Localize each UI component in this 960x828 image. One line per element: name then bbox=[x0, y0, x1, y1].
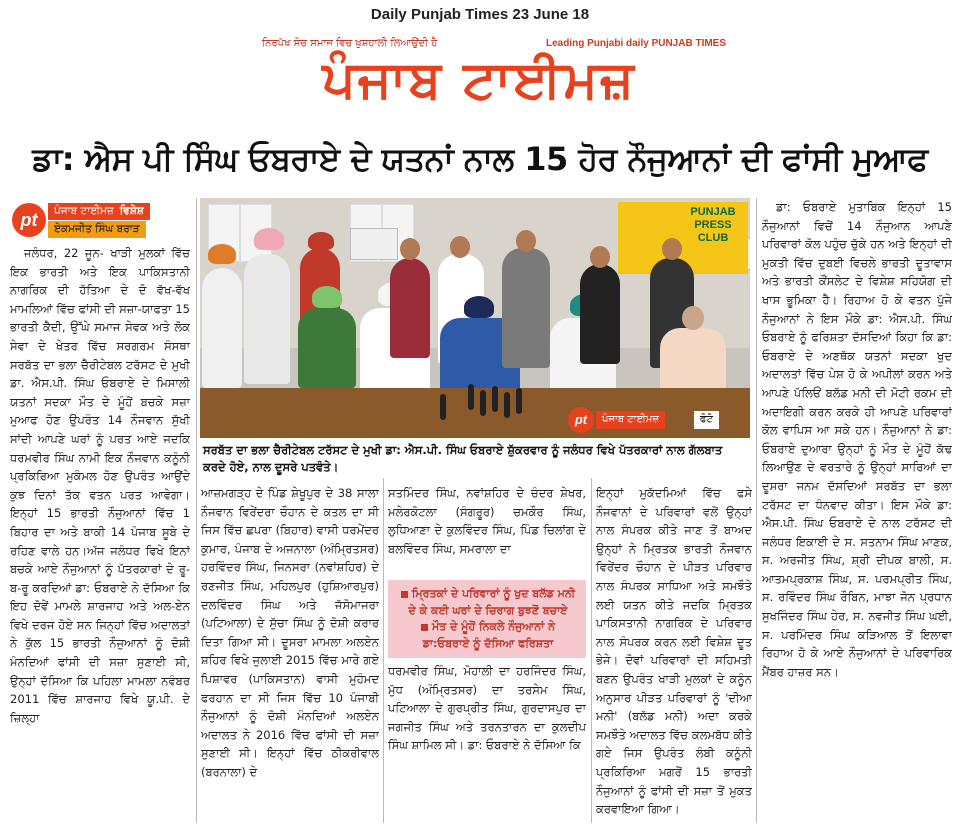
article-column-3-bottom bbox=[388, 662, 586, 824]
article-text: ਸਤਮਿੰਦਰ ਸਿੰਘ, ਨਵਾਂਸ਼ਹਿਰ ਦੇ ਚੰਦਰ ਸ਼ੇਖਰ, ਮਲੇਰਕੋਟਲਾ (ਸੰਗਰੂਰ) ਚਮਕੌਰ ਸਿੰਘ, ਲੁਧਿਆਣਾ ਦੇ ਕੁਲਵਿੰਦਰ ਸਿੰਘ, ਪਿੰਡ ਚਿਲਾਂਗ ਦੇ ਬਲਵਿੰਦਰ ਸਿੰਘ, ਸਮਰਾਲਾ ਦਾ bbox=[388, 486, 586, 556]
photo-credit-badge bbox=[568, 408, 746, 432]
bullet-square-icon bbox=[421, 624, 428, 631]
pull-quote-1: ਮ੍ਰਿਤਕਾਂ ਦੇ ਪਰਿਵਾਰਾਂ ਨੂੰ ਖੁਦ ਬਲੱਡ ਮਨੀ ਦੇ ਕੇ ਕਈ ਘਰਾਂ ਦੇ ਚਿਰਾਗ ਬੁਝਣੋਂ ਬਚਾਏ bbox=[408, 587, 576, 617]
column-divider bbox=[591, 478, 592, 823]
article-column-1 bbox=[10, 244, 190, 824]
article-column-4 bbox=[596, 484, 752, 824]
masthead-english-tagline: Leading Punjabi daily PUNJAB TIMES bbox=[546, 38, 727, 49]
article-text: ਆਜ਼ਮਗੜ੍ਹ ਦੇ ਪਿੰਡ ਸ਼ੇਖੂਪੁਰ ਦੇ 38 ਸਾਲਾ ਨੌਜਵਾਨ ਵਿਰੇਂਦਰਾ ਚੌਹਾਨ ਦੇ ਕਤਲ ਦਾ ਸੀ ਜਿਸ ਵਿੱਚ ਛਪਰਾ (ਬਿਹਾਰ) ਵਾਸੀ ਧਰਮੇਂਦਰ ਕੁਮਾਰ, ਪੰਜਾਬ ਦੇ ਅਜਨਾਲਾ (ਅੰਮ੍ਰਿਤਸਰ) ਹਰਵਿੰਦਰ ਸਿੰਘ, ਜਿਨਸਰਾ (ਨਵਾਂਸ਼ਹਿਰ) ਦੇ ਰਣਜੀਤ ਸਿੰਘ, ਮਹਿਲਪੁਰ (ਹੁਸ਼ਿਆਰਪੁਰ) ਦਲਵਿੰਦਰ ਸਿੰਘ ਅਤੇ ਜੱਸੋਮਾਜਰਾ (ਪਟਿਆਲਾ) ਦੇ ਸੁੱਚਾ ਸਿੰਘ ਨੂੰ ਦੋਸ਼ੀ ਕਰਾਰ ਦਿਤਾ ਗਿਆ ਸੀ। ਦੂਸਰਾ ਮਾਮਲਾ ਅਲਏਨ ਸ਼ਹਿਰ ਵਿਖੇ ਜੁਲਾਈ 2015 ਵਿੱਚ ਮਾਰੇ ਗਏ ਪਿਸ਼ਾਵਰ (ਪਾਕਿਸਤਾਨ) ਵਾਸੀ ਮੁਹੰਮਦ ਫਰਹਾਨ ਦਾ ਸੀ ਜਿਸ ਵਿੱਚ 10 ਪੰਜਾਬੀ ਨੌਜੁਆਨਾਂ ਨੂੰ ਦੋਸ਼ੀ ਮੰਨਦਿਆਂ ਅਲਏਨ ਅਦਾਲਤ ਨੇ 2016 ਵਿੱਚ ਫਾਂਸੀ ਦੀ ਸਜ਼ਾ ਸੁਣਾਈ ਸੀ। ਇਨ੍ਹਾਂ ਵਿੱਚ ਠੀਕਰੀਵਾਲ (ਬਰਨਾਲਾ) ਦੇ bbox=[201, 486, 379, 779]
photo-credit-paper: ਪੰਜਾਬ ਟਾਈਮਜ਼ bbox=[596, 411, 665, 429]
article-text: ਇਨ੍ਹਾਂ ਮੁਕੱਦਮਿਆਂ ਵਿੱਚ ਫਸੇ ਨੌਜਵਾਨਾਂ ਦੇ ਪਰਿਵਾਰਾਂ ਵਲੋਂ ਉਨ੍ਹਾਂ ਨਾਲ ਸੰਪਰਕ ਕੀਤੇ ਜਾਣ ਤੋਂ ਬਾਅਦ ਉਨ੍ਹਾਂ ਨੇ ਮ੍ਰਿਤਕ ਭਾਰਤੀ ਨੌਜਵਾਨ ਵਿਰੇਂਦਰ ਚੌਹਾਨ ਦੇ ਪੀੜਤ ਪਰਿਵਾਰ ਨਾਲ ਸੰਪਰਕ ਸਾਧਿਆ ਅਤੇ ਸਮਝੌਤੇ ਲਈ ਯਤਨ ਕੀਤੇ ਜਦਕਿ ਮ੍ਰਿਤਕ ਪਾਕਿਸਤਾਨੀ ਨਾਗਰਿਕ ਦੇ ਪਰਿਵਾਰ ਨਾਲ ਸੰਪਰਕ ਕਰਨ ਲਈ ਵਿਸ਼ੇਸ਼ ਦੂਤ ਭੇਜੇ। ਦੋਵਾਂ ਪਰਿਵਾਰਾਂ ਦੀ ਸਹਿਮਤੀ ਬਣਨ ਉਪਰੰਤ ਖਾੜੀ ਮੁਲਕਾਂ ਦੇ ਕਨੂੰਨ ਅਨੁਸਾਰ ਪੀੜਤ ਪਰਿਵਾਰਾਂ ਨੂੰ 'ਦੀਆ ਮਨੀ' (ਬਲੱਡ ਮਨੀ) ਅਦਾ ਕਰਕੇ ਸਮਝੌਤੇ ਅਦਾਲਤ ਵਿੱਚ ਕਲਮਬੱਧ ਕੀਤੇ ਗਏ ਜਿਸ ਉਪਰੰਤ ਲੰਬੀ ਕਨੂੰਨੀ ਪ੍ਰਕਿਰਿਆ ਮਗਰੋਂ 15 ਭਾਰਤੀ ਨੌਜੁਆਨਾਂ ਨੂੰ ਫਾਂਸੀ ਦੀ ਸਜ਼ਾ ਤੋਂ ਮੁਕਤ ਕਰਵਾਇਆ ਗਿਆ। bbox=[596, 486, 752, 817]
pt-logo-icon: pt bbox=[568, 407, 594, 433]
badge-paper-label: ਪੰਜਾਬ ਟਾਈਮਜ਼ ਵਿਸ਼ੇਸ਼ bbox=[48, 203, 150, 220]
article-text: ਡਾ: ਓਬਰਾਏ ਮੁਤਾਬਿਕ ਇਨ੍ਹਾਂ 15 ਨੌਜੁਆਨਾਂ ਵਿਚੋਂ 14 ਨੌਜੁਆਨ ਆਪਣੇ ਪਰਿਵਾਰਾਂ ਕੋਲ ਪਹੁੰਚ ਚੁੱਕੇ ਹਨ ਅਤੇ ਇਨ੍ਹਾਂ ਦੀ ਮੁਕਤੀ ਵਿੱਚ ਦੁਬਈ ਵਿਚਲੇ ਭਾਰਤੀ ਦੂਤਾਵਾਸ ਅਤੇ ਭਾਰਤੀ ਕੌਂਸਲੇਟ ਦੇ ਵਿਸ਼ੇਸ਼ ਸਹਿਯੋਗ ਦੀ ਖਾਸ ਭੂਮਿਕਾ ਹੈ। ਰਿਹਾਅ ਹੋ ਕੇ ਵਤਨ ਪੁੱਜੇ ਨੌਜੁਆਨਾਂ ਨੇ ਇਸ ਮੌਕੇ ਡਾ: ਐਸ.ਪੀ. ਸਿੰਘ ਓਬਰਾਏ ਨੂੰ ਫਰਿਸ਼ਤਾ ਦੱਸਦਿਆਂ ਕਿਹਾ ਕਿ ਡਾ: ਓਬਰਾਏ ਦੇ ਅਣਥੱਕ ਯਤਨਾਂ ਸਦਕਾ ਖੁਦ ਅਦਾਲਤਾਂ ਵਿੱਚ ਪੇਸ਼ ਹੋ ਕੇ ਅਪੀਲਾਂ ਕਰਨ ਅਤੇ ਆਪਣੇ ਪੱਲਿਓਂ ਬਲੱਡ ਮਨੀ ਦੀ ਮੋਟੀ ਰਕਮ ਦੀ ਅਦਾਇਗੀ ਕਰਨ ਕਰਕੇ ਹੀ ਆਪਣੇ ਪਰਿਵਾਰਾਂ ਕੋਲ ਵਾਪਿਸ ਆ ਸਕੇ ਹਨ। ਨੌਜੁਆਨਾਂ ਨੇ ਡਾ: ਓਬਰਾਏ ਦੁਆਰਾ ਉਨ੍ਹਾਂ ਨੂੰ ਮੌਤ ਦੇ ਮੂੰਹੋਂ ਕੱਢ ਲਿਆਉਣ ਦੇ ਵਰਤਾਰੇ ਨੂੰ ਉਨ੍ਹਾਂ ਸਾਰਿਆਂ ਦਾ ਦੂਸਰਾ ਜਨਮ ਦੱਸਦਿਆਂ ਸਰਬੱਤ ਦਾ ਭਲਾ ਟਰੱਸਟ ਦਾ ਧੰਨਵਾਦ ਕੀਤਾ। ਇਸ ਮੌਕੇ ਡਾ: ਐਸ.ਪੀ. ਸਿੰਘ ਓਬਰਾਏ ਦੇ ਨਾਲ ਟਰੱਸਟ ਦੀ ਜਲੰਧਰ ਇਕਾਈ ਦੇ ਸ. ਸਤਨਾਮ ਸਿੰਘ ਮਾਣਕ, ਸ. ਅਰਜੀਤ ਸਿੰਘ, ਸ਼੍ਰੀ ਦੀਪਕ ਬਾਲੀ, ਸ. ਆਤਮਪ੍ਰਕਾਸ਼ ਸਿੰਘ, ਸ. ਪਰਮਪ੍ਰੀਤ ਸਿੰਘ, ਸ. ਰਵਿੰਦਰ ਸਿੰਘ ਰੌਬਿਨ, ਮਾਝਾ ਜੋਨ ਪ੍ਰਧਾਨ ਸੁਖਜਿੰਦਰ ਸਿੰਘ ਹੇਰ, ਸ. ਨਵਜੀਤ ਸਿੰਘ ਘਈ, ਸ. ਪਰਮਿੰਦਰ ਸਿੰਘ ਕੜਿਆਲ ਤੋਂ ਇਲਾਵਾ ਰਿਹਾਅ ਹੋ ਕੇ ਆਏ ਨੌਜੁਆਨਾਂ ਦੇ ਪਰਿਵਾਰਿਕ ਮੈਂਬਰ ਹਾਜ਼ਰ ਸਨ। bbox=[762, 200, 952, 679]
photo-credit-label: ਫੋਟੋ bbox=[694, 411, 719, 429]
article-text: ਧਰਮਵੀਰ ਸਿੰਘ, ਮੋਹਾਲੀ ਦਾ ਹਰਜਿੰਦਰ ਸਿੰਘ, ਮੁੱਧ (ਅੰਮ੍ਰਿਤਸਰ) ਦਾ ਤਰਸੇਮ ਸਿੰਘ, ਪਟਿਆਲਾ ਦੇ ਗੁਰਪ੍ਰੀਤ ਸਿੰਘ, ਗੁਰਦਾਸਪੁਰ ਦਾ ਜਗਜੀਤ ਸਿੰਘ ਅਤੇ ਤਰਨਤਾਰਨ ਦਾ ਕੁਲਦੀਪ ਸਿੰਘ ਸ਼ਾਮਿਲ ਸੀ। ਡਾ: ਓਬਰਾਏ ਨੇ ਦੱਸਿਆ ਕਿ bbox=[388, 664, 586, 753]
dateline: Daily Punjab Times 23 June 18 bbox=[370, 6, 590, 23]
article-column-2 bbox=[201, 484, 379, 824]
special-report-badge bbox=[12, 203, 198, 239]
article-headline: ਡਾ: ਐਸ ਪੀ ਸਿੰਘ ਓਬਰਾਏ ਦੇ ਯਤਨਾਂ ਨਾਲ 15 ਹੋਰ ਨੌਜੁਆਨਾਂ ਦੀ ਫਾਂਸੀ ਮੁਆਫ bbox=[32, 140, 928, 178]
press-club-banner-text: PUNJAB PRESS CLUB bbox=[690, 206, 736, 244]
article-column-5 bbox=[762, 198, 952, 824]
masthead-tagline: ਨਿਰਪੱਖ ਸੋਚ ਸਮਾਜ ਵਿਚ ਖੁਸ਼ਹਾਲੀ ਲਿਆਉਂਦੀ ਹੈ bbox=[262, 38, 438, 49]
column-divider bbox=[756, 198, 757, 823]
column-divider bbox=[196, 198, 197, 823]
masthead-title: ਪੰਜਾਬ ਟਾਈਮਜ਼ bbox=[322, 50, 636, 110]
article-text: ਜਲੰਧਰ, 22 ਜੂਨ- ਖਾੜੀ ਮੁਲਕਾਂ ਵਿੱਚ ਇਕ ਭਾਰਤੀ ਅਤੇ ਇਕ ਪਾਕਿਸਤਾਨੀ ਨਾਗਰਿਕ ਦੀ ਹੱਤਿਆ ਦੇ ਦੋ ਵੱਖ-ਵੱਖ ਮਾਮਲਿਆਂ ਵਿੱਚ ਫਾਂਸੀ ਦੀ ਸਜ਼ਾ-ਯਾਫਤਾ 15 ਭਾਰਤੀ ਕੈਦੀ, ਉੱਘੇ ਸਮਾਜ ਸੇਵਕ ਅਤੇ ਲੋਕ ਸੇਵਾ ਦੇ ਖੇਤਰ ਵਿੱਚ ਸਰਗਰਮ ਸੰਸਥਾ ਸਰਬੱਤ ਦਾ ਭਲਾ ਚੈਰੀਟੇਬਲ ਟਰੱਸਟ ਦੇ ਮੁਖੀ ਡਾ. ਐਸ.ਪੀ. ਸਿੰਘ ਓਬਰਾਏ ਦੇ ਮਿਸਾਲੀ ਯਤਨਾਂ ਸਦਕਾ ਮੌਤ ਦੇ ਮੂੰਹੋਂ ਬਚਕੇ ਸਜ਼ਾ ਮੁਆਫ ਹੋਣ ਉਪਰੰਤ 14 ਨੌਜਵਾਨ ਸੁੱਖੀ ਸਾਂਦੀ ਆਪਣੇ ਘਰਾਂ ਨੂੰ ਪਰਤ ਆਏ ਜਦਕਿ ਧਰਮਵੀਰ ਸਿੰਘ ਨਾਮੀ ਇਕ ਨੌਜਵਾਨ ਕਨੂੰਨੀ ਪ੍ਰਕਿਰਿਆ ਮੁਕੰਮਲ ਹੋਣ ਉਪਰੰਤ ਆਉਂਦੇ ਕੁਝ ਦਿਨਾਂ ਤੱਕ ਵਤਨ ਪਰਤ ਆਵੇਗਾ।ਇਨ੍ਹਾਂ 15 ਭਾਰਤੀ ਨੌਜੁਆਨਾਂ ਵਿੱਚ 1 ਬਿਹਾਰ ਦਾ ਅਤੇ ਬਾਕੀ 14 ਪੰਜਾਬ ਸੂਬੇ ਦੇ ਰਹਿਣ ਵਾਲੇ ਹਨ।ਅੱਜ ਜਲੰਧਰ ਵਿਖੇ ਇਨਾਂ ਬਚਕੇ ਆਏ ਨੌਜੁਆਨਾਂ ਨੂੰ ਪੱਤਰਕਾਰਾਂ ਦੇ ਰੂ-ਬ-ਰੂ ਕਰਦਿਆਂ ਡਾ: ਓਬਰਾਏ ਨੇ ਦੱਸਿਆ ਕਿ ਇਹ ਦੋਵੇਂ ਮਾਮਲੇ ਸ਼ਾਰਜਾਹ ਅਤੇ ਅਲ-ਏਨ ਵਿਖੇ ਦਰਜ ਹੋਏ ਸਨ ਜਿਨ੍ਹਾਂ ਵਿੱਚ ਅਦਾਲਤਾਂ ਨੇ ਕੁੱਲ 15 ਭਾਰਤੀ ਨੌਜੁਆਨਾਂ ਨੂੰ ਦੋਸ਼ੀ ਮੰਨਦਿਆਂ ਫਾਂਸੀ ਦੀ ਸਜ਼ਾ ਸੁਣਾਈ ਸੀ, ਉਨ੍ਹਾਂ ਦੱਸਿਆ ਕਿ ਪਹਿਲਾ ਮਾਮਲਾ ਨਵੰਬਰ 2011 ਵਿੱਚ ਸ਼ਾਰਜਾਹ ਵਿਖੇ ਯੂ.ਪੀ. ਦੇ ਜ਼ਿਲ੍ਹਾ bbox=[10, 246, 190, 725]
pt-logo-icon: pt bbox=[12, 203, 46, 237]
article-column-3-top bbox=[388, 484, 586, 578]
press-conference-photo bbox=[200, 198, 750, 438]
pull-quote-box bbox=[388, 580, 586, 658]
photo-caption: ਸਰਬੱਤ ਦਾ ਭਲਾ ਚੈਰੀਟੇਬਲ ਟਰੱਸਟ ਦੇ ਮੁਖੀ ਡਾ: ਐਸ.ਪੀ. ਸਿੰਘ ਓਬਰਾਏ ਸ਼ੁੱਕਰਵਾਰ ਨੂੰ ਜਲੰਧਰ ਵਿਖੇ ਪੱਤਰਕਾਰਾਂ ਨਾਲ ਗੱਲਬਾਤ ਕਰਦੇ ਹੋਏ, ਨਾਲ ਦੂਸਰੇ ਪਤਵੰਤੇ। bbox=[203, 443, 723, 474]
bullet-square-icon bbox=[401, 591, 408, 598]
badge-special-label: ਵਿਸ਼ੇਸ਼ bbox=[119, 205, 144, 217]
pull-quote-2: ਮੌਤ ਦੇ ਮੂੰਹੋਂ ਨਿਕਲੇ ਨੌਜੁਆਨਾਂ ਨੇ ਡਾ:ਓਬਰਾਏ ਨੂੰ ਦੱਸਿਆ ਫਰਿਸ਼ਤਾ bbox=[422, 620, 555, 650]
column-divider bbox=[383, 478, 384, 823]
byline: ਏਕਮਜੀਤ ਸਿੰਘ ਬਰਾੜ bbox=[48, 221, 146, 238]
